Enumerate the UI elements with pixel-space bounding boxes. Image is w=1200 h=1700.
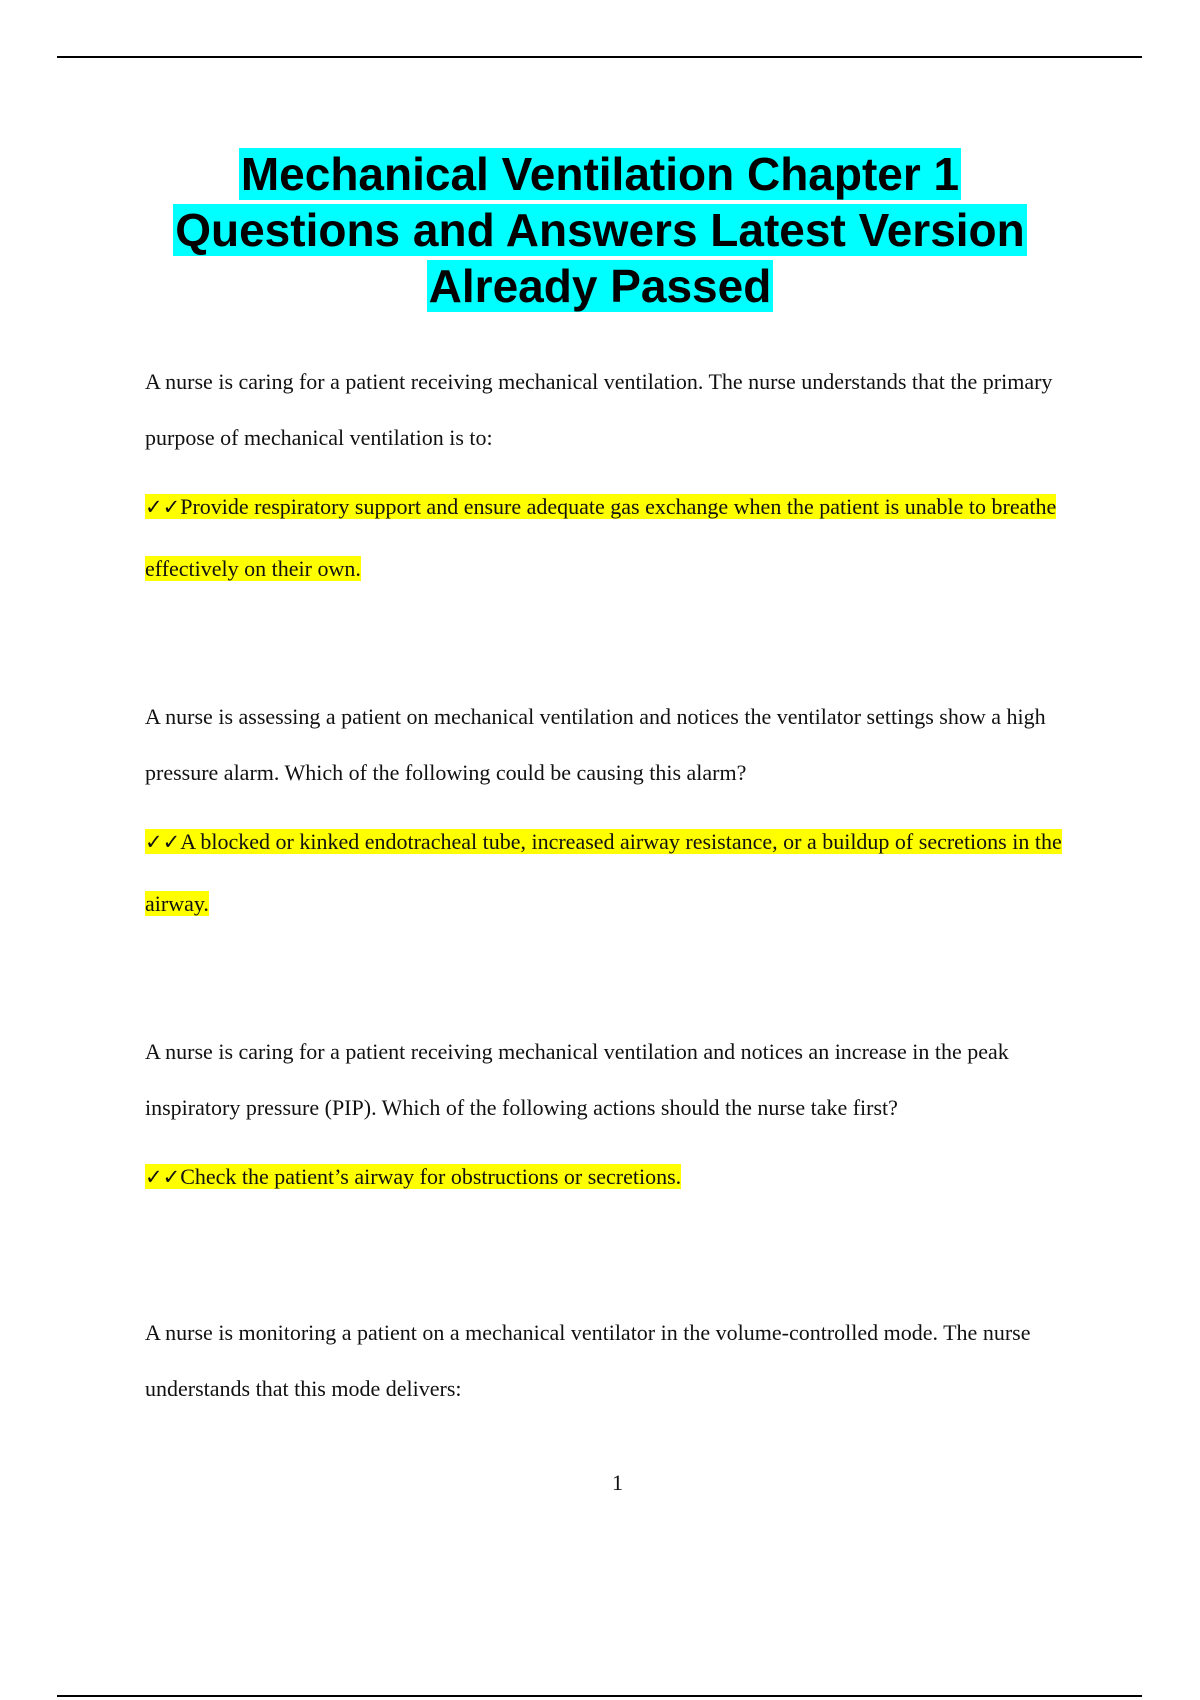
check-mark-icon: ✓✓ — [145, 495, 181, 519]
answer-body: A blocked or kinked endotracheal tube, increased airway resistance, or a buildup of secretions in the airway. — [145, 829, 1062, 916]
question-text: A nurse is assessing a patient on mechanical ventilation and notices the ventilator settings show a high pressure alarm. Which of the following could be causing this alarm? — [145, 704, 1046, 785]
title-line: Questions and Answers Latest Version — [175, 204, 1025, 256]
check-mark-icon: ✓✓ — [145, 830, 181, 854]
page-number: 1 — [612, 1470, 623, 1495]
qa-item — [145, 689, 1100, 934]
title-line: Already Passed — [428, 260, 772, 312]
qa-item — [145, 1305, 1100, 1417]
answer-body: Check the patient’s airway for obstructions or secretions. — [180, 1164, 682, 1189]
check-mark-icon: ✓✓ — [145, 1165, 181, 1189]
title-line: Mechanical Ventilation Chapter 1 — [240, 148, 960, 200]
header-rule — [57, 56, 1142, 58]
document-title — [100, 146, 1100, 314]
footer-rule — [57, 1695, 1142, 1697]
answer-text — [145, 476, 1100, 599]
answer-text — [145, 1146, 1100, 1208]
qa-item — [145, 1024, 1100, 1208]
question-text: A nurse is caring for a patient receiving mechanical ventilation. The nurse understands that the primary purpose of mechanical ventilation is to: — [145, 369, 1053, 450]
qa-item — [145, 354, 1100, 599]
question-text: A nurse is caring for a patient receiving mechanical ventilation and notices an increase in the peak inspiratory pressure (PIP). Which of the following actions should the nurse take first? — [145, 1039, 1009, 1120]
answer-text — [145, 811, 1100, 934]
answer-body: Provide respiratory support and ensure adequate gas exchange when the patient is unable to breathe effectively on their own. — [145, 494, 1057, 581]
question-text: A nurse is monitoring a patient on a mechanical ventilator in the volume-controlled mode. The nurse understands that this mode delivers: — [145, 1320, 1031, 1401]
